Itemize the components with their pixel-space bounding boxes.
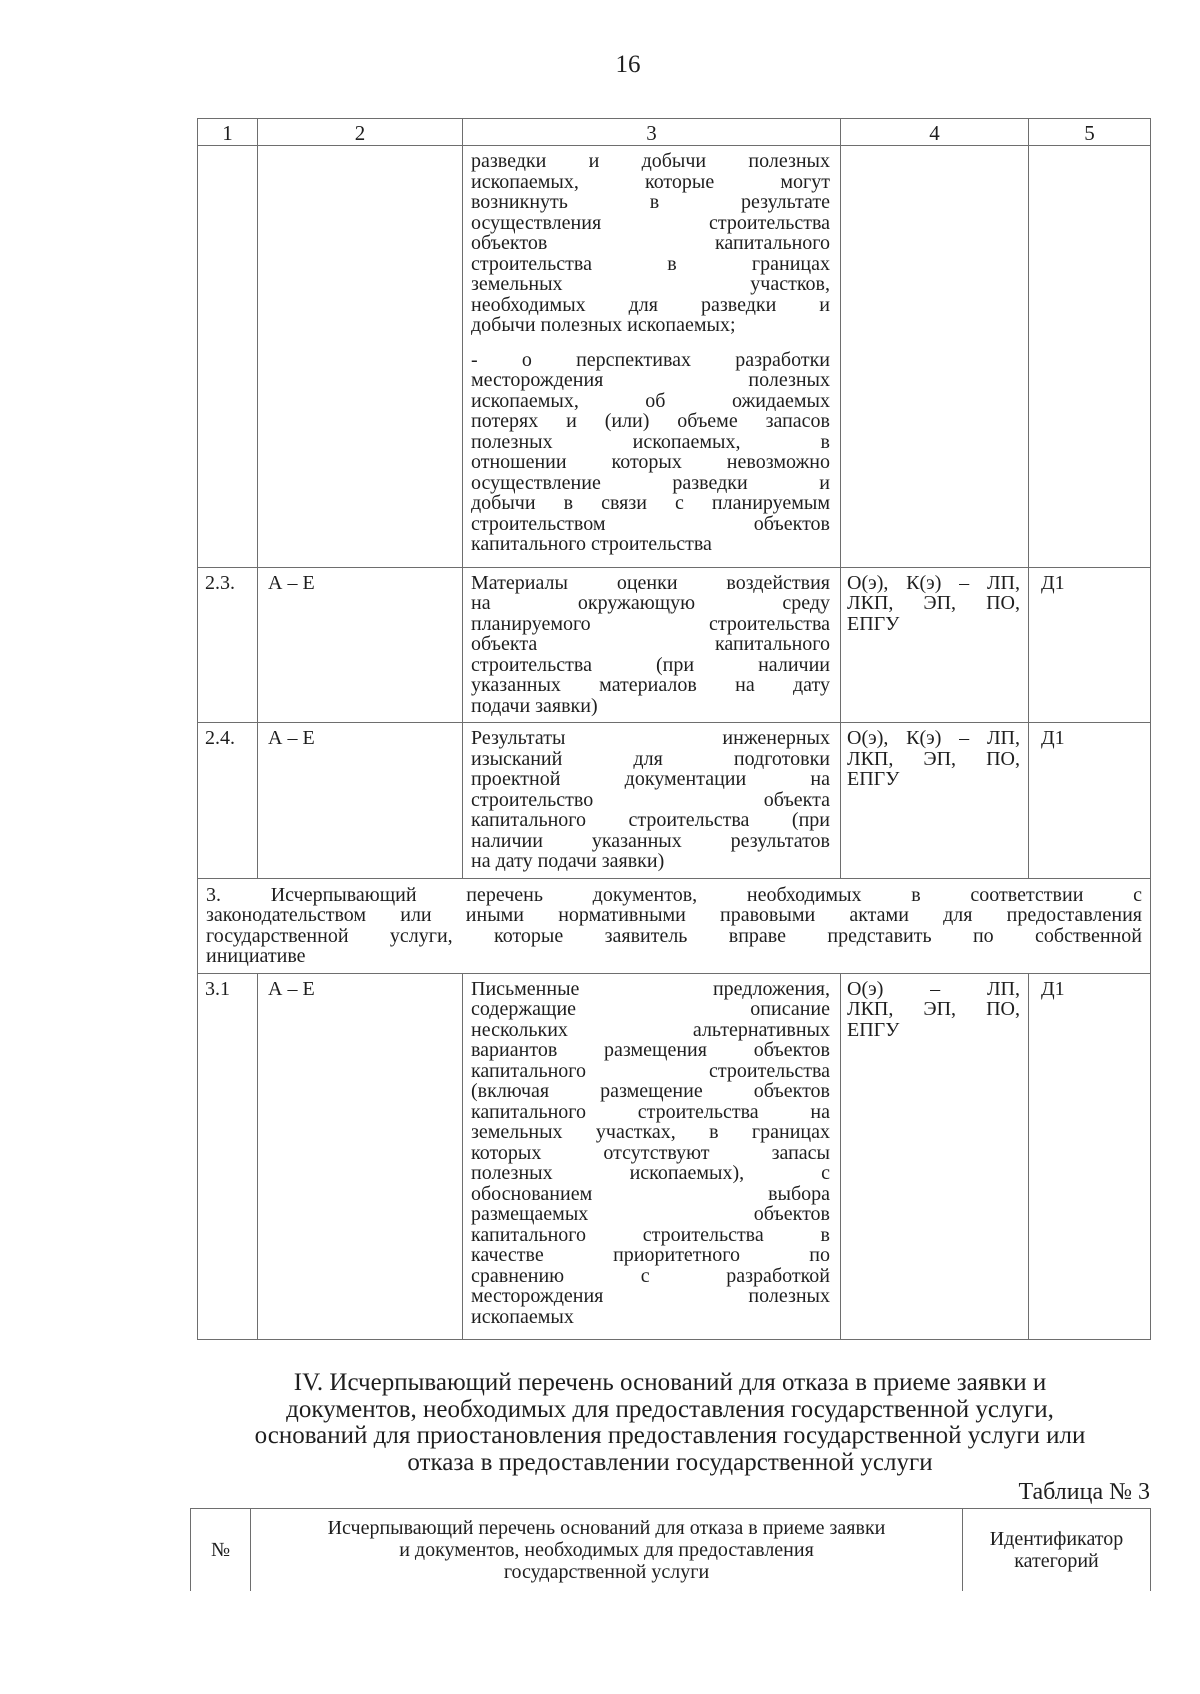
categories-cell: [258, 146, 463, 568]
text-line: и документов, необходимых для предоставления: [399, 1539, 814, 1561]
submission-methods: [847, 573, 1020, 635]
text-line: осуществления строительства: [471, 211, 830, 234]
text-line: содержащие описание: [471, 998, 830, 1020]
text-line: законодательством или иными нормативными правовыми актами для предоставления: [206, 904, 1142, 926]
text-line: сравнению с разработкой: [471, 1264, 830, 1287]
text-line: ЕПГУ: [847, 612, 900, 635]
text-line: разведки и добычи полезных: [471, 150, 830, 172]
text-line: (включая размещение объектов: [471, 1080, 830, 1102]
text-line: ЛКП, ЭП, ПО,: [847, 998, 1020, 1020]
column-header-4: 4: [841, 119, 1029, 146]
text-line: изысканий для подготовки: [471, 747, 830, 770]
text-line: на дату подачи заявки): [471, 850, 665, 872]
table-row-continuation: [198, 146, 1151, 568]
column-header-2: 2: [258, 119, 463, 146]
text-line: государственной услуги: [503, 1561, 710, 1583]
text-line: государственной услуги, которые заявитель вправе представить по собственной: [206, 924, 1142, 947]
text-line: категорий: [1014, 1550, 1099, 1572]
text-line: земельных участках, в границах: [471, 1121, 830, 1143]
section-3-heading-cell: [198, 878, 1151, 973]
identifier: Д1: [1029, 973, 1151, 1340]
text-line: строительство объекта: [471, 788, 830, 811]
text-line: капитального строительства (при: [471, 809, 830, 831]
document-paragraph: [471, 151, 830, 336]
text-line: месторождения полезных: [471, 369, 830, 391]
text-line: месторождения полезных: [471, 1285, 830, 1307]
text-line: ископаемых: [471, 1305, 574, 1328]
text-line: указанных материалов на дату: [471, 674, 830, 696]
section-3-row: [198, 878, 1151, 973]
grounds-table: [190, 1508, 1151, 1591]
column-header-grounds-text: [257, 1517, 956, 1583]
identifier: Д1: [1029, 723, 1151, 879]
text-line: обоснованием выбора: [471, 1182, 830, 1205]
text-line: возникнуть в результате: [471, 191, 830, 213]
text-line: на окружающую среду: [471, 592, 830, 614]
text-line: капитального строительства: [471, 533, 712, 555]
table-row: [198, 723, 1151, 879]
identifier: Д1: [1029, 567, 1151, 723]
submission-methods-cell: [841, 146, 1029, 568]
text-line: полезных ископаемых, в: [471, 430, 830, 453]
text-line: - о перспективах разработки: [471, 348, 830, 371]
document-cell: [463, 723, 841, 879]
text-line: Материалы оценки воздействия: [471, 571, 830, 594]
submission-methods-cell: [841, 567, 1029, 723]
table-header-row: [198, 119, 1151, 146]
text-line: вариантов размещения объектов: [471, 1039, 830, 1061]
table-row: [198, 973, 1151, 1340]
row-number-cell: [198, 146, 258, 568]
column-header-grounds: [251, 1509, 963, 1592]
table-caption: Таблица № 3: [1018, 1479, 1150, 1505]
text-line: капитального строительства на: [471, 1100, 830, 1123]
column-header-identifier: [963, 1509, 1151, 1592]
text-line: подачи заявки): [471, 694, 598, 717]
text-line: объектов капитального: [471, 232, 830, 254]
text-line: Результаты инженерных: [471, 727, 830, 749]
categories: А – Е: [258, 973, 463, 1340]
text-line: размещаемых объектов: [471, 1203, 830, 1225]
text-line: необходимых для разведки и: [471, 293, 830, 316]
text-line: добычи в связи с планируемым: [471, 492, 830, 514]
text-line: которых отсутствуют запасы: [471, 1141, 830, 1164]
document-text: [471, 728, 830, 872]
text-line: осуществление разведки и: [471, 471, 830, 494]
text-line: документов, необходимых для предоставления государственной услуги,: [286, 1395, 1054, 1423]
document-cell: [463, 146, 841, 568]
row-number: 3.1: [198, 973, 258, 1340]
text-line: строительства в границах: [471, 252, 830, 275]
submission-methods-cell: [841, 973, 1029, 1340]
text-line: инициативе: [206, 945, 306, 967]
text-line: О(э), К(э) – ЛП,: [847, 571, 1020, 594]
column-header-identifier-text: [969, 1528, 1144, 1572]
submission-methods: [847, 979, 1020, 1041]
text-line: ЛКП, ЭП, ПО,: [847, 747, 1020, 770]
identifier-cell: [1029, 146, 1151, 568]
row-number: 2.4.: [198, 723, 258, 879]
text-line: планируемого строительства: [471, 612, 830, 635]
table-row: [198, 567, 1151, 723]
text-line: отказа в предоставлении государственной услуги: [407, 1448, 933, 1476]
column-header-3: 3: [463, 119, 841, 146]
text-line: Идентификатор: [989, 1528, 1124, 1550]
text-line: 3. Исчерпывающий перечень документов, необходимых в соответствии с: [206, 883, 1142, 906]
text-line: О(э), К(э) – ЛП,: [847, 727, 1020, 749]
section-3-heading: [206, 885, 1142, 967]
text-line: ЛКП, ЭП, ПО,: [847, 592, 1020, 614]
section-iv-heading: [180, 1370, 1160, 1476]
column-header-number: №: [191, 1509, 251, 1592]
text-line: IV. Исчерпывающий перечень оснований для отказа в приеме заявки и: [293, 1369, 1047, 1396]
document-text: [471, 573, 830, 717]
document-text: [471, 979, 830, 1328]
text-line: проектной документации на: [471, 768, 830, 790]
text-line: капитального строительства: [471, 1059, 830, 1082]
text-line: наличии указанных результатов: [471, 829, 830, 852]
text-line: ископаемых, которые могут: [471, 170, 830, 193]
row-number: 2.3.: [198, 567, 258, 723]
column-header-5: 5: [1029, 119, 1151, 146]
categories: А – Е: [258, 723, 463, 879]
documents-table: [197, 118, 1151, 1340]
text-line: капитального строительства в: [471, 1223, 830, 1246]
column-header-1: 1: [198, 119, 258, 146]
text-line: оснований для приостановления предоставления государственной услуги или: [254, 1422, 1086, 1449]
text-line: потерях и (или) объеме запасов: [471, 410, 830, 432]
text-line: добычи полезных ископаемых;: [471, 314, 736, 336]
text-line: Письменные предложения,: [471, 977, 830, 1000]
text-line: земельных участков,: [471, 273, 830, 295]
text-line: качестве приоритетного по: [471, 1244, 830, 1266]
document-cell: [463, 567, 841, 723]
categories: А – Е: [258, 567, 463, 723]
text-line: строительством объектов: [471, 512, 830, 535]
text-line: ЕПГУ: [847, 768, 900, 790]
text-line: О(э) – ЛП,: [847, 977, 1020, 1000]
submission-methods: [847, 728, 1020, 790]
text-line: нескольких альтернативных: [471, 1018, 830, 1041]
text-line: полезных ископаемых), с: [471, 1162, 830, 1184]
text-line: ископаемых, об ожидаемых: [471, 389, 830, 412]
document-paragraph: [471, 350, 830, 555]
table-header-row: [191, 1509, 1151, 1592]
text-line: объекта капитального: [471, 633, 830, 655]
submission-methods-cell: [841, 723, 1029, 879]
text-line: отношении которых невозможно: [471, 451, 830, 473]
page-number: 16: [615, 51, 641, 78]
document-cell: [463, 973, 841, 1340]
text-line: ЕПГУ: [847, 1018, 900, 1041]
text-line: Исчерпывающий перечень оснований для отказа в приеме заявки: [327, 1517, 886, 1539]
text-line: строительства (при наличии: [471, 653, 830, 676]
